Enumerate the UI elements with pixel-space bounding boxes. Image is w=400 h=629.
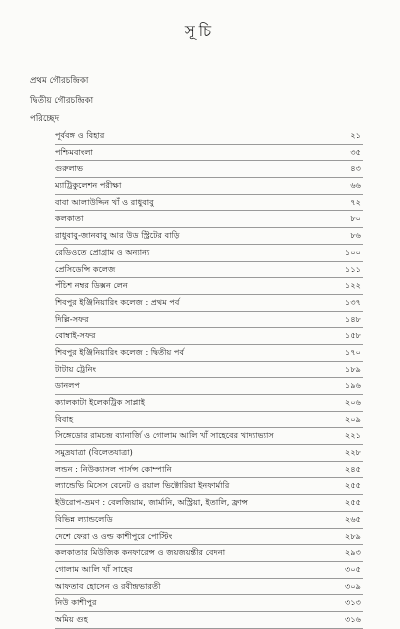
toc-entry-page: ১৩৭ — [345, 296, 361, 307]
toc-entry-title: বাবা আলাউদ্দিন খাঁ ও রাধুবাবু — [55, 196, 154, 207]
toc-entry-title: বিবাহ — [55, 413, 74, 424]
toc-entry-title: কলকাতার মিউজিক কনফারেন্স ও জয়জয়ন্তীর বেদনা — [55, 547, 226, 558]
toc-entry-page: ১০০ — [345, 246, 361, 257]
toc-entry-page: ২১ — [350, 130, 361, 140]
toc-entry — [55, 378, 363, 395]
toc-entry — [55, 545, 363, 562]
toc-entry-title: ডানলপ — [55, 380, 80, 391]
toc-entry-title: ল্যান্ডেভি মিসেস বেনেট ও রয়াল ভিক্টোরিয়া ইনফার্মারি — [55, 480, 230, 491]
toc-entry-page: ৬৬ — [350, 180, 361, 191]
toc-entry-title: বিভিন্ন ল্যান্ডলেডি — [55, 513, 113, 524]
toc-entry-title: প্রেসিডেন্সি কলেজ — [55, 263, 116, 274]
toc-entry-title: ম্যাট্রিকুলেশন পরীক্ষা — [55, 180, 122, 191]
toc-entry — [55, 228, 363, 245]
toc-entry-title: টাটায় ট্রেনিং — [55, 363, 96, 374]
toc-entry-title: দেশে ফেরা ও ওল্ড কাশীপুরে পোস্টিং — [55, 530, 173, 541]
toc-entry — [55, 595, 363, 612]
toc-entry-page: ১৪৮ — [345, 313, 361, 324]
toc-entry-title: ইউরোপ-ভ্রমণ : বেলজিয়াম, জার্মানি, অস্ট্রিয়া, ইতালি, ফ্রান্স — [55, 497, 249, 508]
toc-entry-page: ২৯৩ — [345, 547, 361, 558]
toc-entry — [55, 512, 363, 529]
toc-entry-page: ১৯৬ — [345, 380, 361, 391]
pre-item-chapters-heading: পরিচ্ছেদ — [30, 114, 60, 124]
toc-entry-title: নিউ কাশীপুর — [55, 597, 97, 608]
toc-entry — [55, 178, 363, 195]
toc-entry — [55, 445, 363, 462]
toc-entry-page: ৩০৯ — [345, 580, 361, 591]
toc-entry — [55, 395, 363, 412]
toc-entry-page: ২০৯ — [345, 413, 361, 424]
toc-entry-page: ৩১৩ — [345, 597, 361, 608]
toc-entry-title: পশ্চিমবাংলা — [55, 146, 93, 157]
toc-entry — [55, 161, 363, 178]
toc-entry-page: ২২৮ — [345, 447, 361, 458]
toc-entry-title: গুরুলাভ — [55, 163, 84, 174]
toc-entry — [55, 145, 363, 162]
toc-entry-title: সিঙ্গেডোর রামচন্দ্র ব্যানার্জি ও গোলাম আলি খাঁ সাহেবের খাদ্যাভ্যাস — [55, 430, 274, 441]
toc-entry-page: ৮০ — [350, 213, 361, 224]
toc-entry-title: ক্যালকাটা ইলেকট্রিক সাপ্লাই — [55, 397, 145, 407]
toc-entry-page: ৩০৫ — [345, 563, 361, 574]
toc-entry — [55, 478, 363, 495]
toc-entry-page: ১৭০ — [345, 346, 361, 357]
pre-item-first-preface: প্রথম গৌরচন্দ্রিকা — [30, 76, 89, 86]
toc-entry-page: ২০৬ — [345, 397, 361, 407]
toc-entry-title: বোম্বাই-সফর — [55, 330, 96, 341]
toc-entry-page: ১৫৮ — [345, 330, 361, 341]
toc-entry-title: অমিয় গুহ — [55, 613, 88, 624]
toc-entry-page: ১২২ — [345, 280, 361, 291]
toc-entry — [55, 195, 363, 212]
toc-entry-page: ৩৫ — [350, 146, 361, 157]
toc-entry — [55, 328, 363, 345]
toc-entry-title: আফতাব হোসেন ও রবীন্দ্রভারতী — [55, 580, 161, 591]
toc-entry-title: পূর্ববঙ্গ ও বিহার — [55, 130, 105, 140]
toc-entry-title: শিবপুর ইঞ্জিনিয়ারিং কলেজ : দ্বিতীয় পর্ব — [55, 346, 185, 357]
toc-entry-page: ৭২ — [350, 196, 361, 207]
toc-entry-page: ১৮৯ — [345, 363, 361, 374]
toc-entry-title: শিবপুর ইঞ্জিনিয়ারিং কলেজ : প্রথম পর্ব — [55, 296, 180, 307]
toc-entry-page: ২৫৫ — [345, 497, 361, 508]
toc-entry-page: ২২১ — [345, 430, 361, 441]
toc-entry-title: রেডিওতে প্রোগ্রাম ও অন্যান্য — [55, 246, 150, 257]
toc-entry-title: পঁচিশ নম্বর ডিক্সন লেন — [55, 280, 128, 291]
toc-entry — [55, 278, 363, 295]
toc-entry — [55, 412, 363, 429]
toc-entry — [55, 362, 363, 379]
toc-entry-title: রাধুবাবু-জানবাবু আর উড স্ট্রিটের বাড়ি — [55, 230, 180, 241]
toc-entry — [55, 612, 363, 629]
toc-entry-page: ৪৩ — [350, 163, 361, 174]
toc-entry-page: ২৬৫ — [345, 513, 361, 524]
toc-entry — [55, 562, 363, 579]
toc-entry — [55, 462, 363, 479]
toc-entry — [55, 428, 363, 445]
toc-entry-title: কলকাতা — [55, 213, 84, 224]
toc-entry-page: ২৫৫ — [345, 480, 361, 491]
toc-entry — [55, 579, 363, 596]
toc-entry — [55, 262, 363, 279]
toc-entry — [55, 211, 363, 228]
toc-entry-title: সমুদ্রযাত্রা (বিলেতযাত্রা) — [55, 447, 133, 458]
page-title: সূচি — [184, 22, 216, 40]
toc-entry-page: ২৮৯ — [345, 530, 361, 541]
toc-list — [55, 128, 363, 629]
toc-entry — [55, 495, 363, 512]
toc-entry-page: ১১১ — [345, 263, 361, 274]
toc-entry — [55, 529, 363, 546]
toc-entry — [55, 245, 363, 262]
toc-entry — [55, 128, 363, 145]
toc-entry-page: ২৪৫ — [345, 463, 361, 474]
toc-entry-title: লন্ডন : নিউক্যাসল পার্সন্স কোম্পানি — [55, 463, 172, 474]
toc-entry-page: ৮৬ — [350, 230, 361, 241]
pre-item-second-preface: দ্বিতীয় গৌরচন্দ্রিকা — [30, 96, 94, 106]
toc-entry — [55, 345, 363, 362]
toc-entry-title: গোলাম আলি খাঁ সাহেব — [55, 563, 133, 574]
toc-entry-page: ৩১৬ — [345, 613, 361, 624]
toc-entry — [55, 312, 363, 329]
toc-entry — [55, 295, 363, 312]
toc-entry-title: দিল্লি-সফর — [55, 313, 89, 324]
